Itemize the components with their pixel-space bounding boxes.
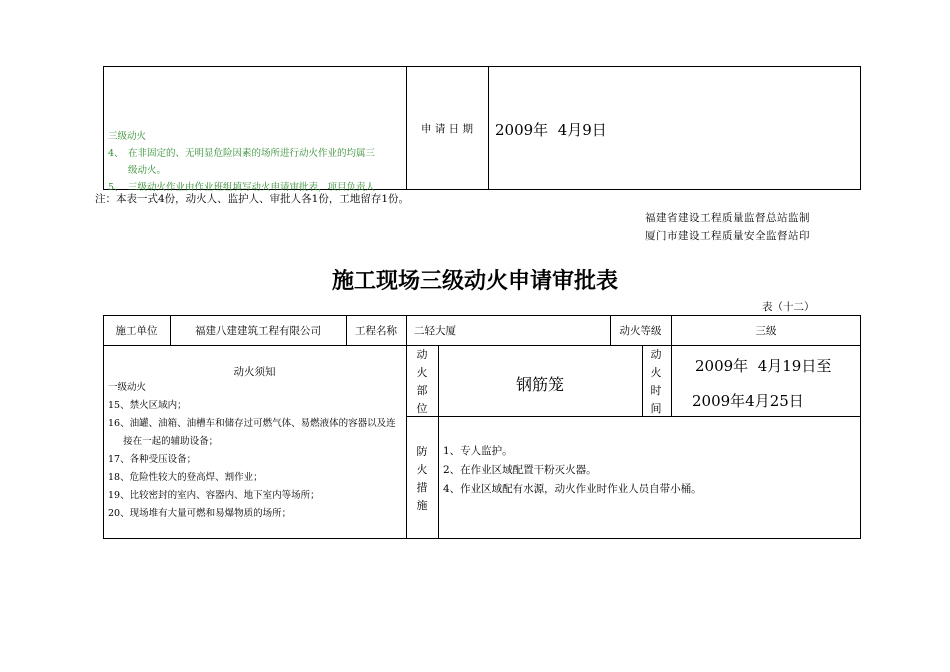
measures-list	[443, 442, 702, 499]
time-label-char: 间	[650, 402, 662, 415]
project-value: 二轻大厦	[414, 325, 456, 337]
form-title: 施工现场三级动火申请审批表	[331, 269, 618, 294]
time-value-line2: 2009年4月25日	[692, 392, 804, 410]
top-form-divider-2	[488, 66, 489, 190]
location-label-char: 位	[416, 402, 428, 415]
time-value-line1: 2009年 4月19日至	[695, 357, 832, 375]
notice-subtitle: 一级动火	[108, 382, 147, 393]
measure-item: 2、在作业区域配置干粉灭火器。	[443, 464, 597, 476]
location-label	[412, 346, 432, 418]
measures-label-char: 火	[416, 463, 428, 476]
notice-item: 接在一起的辅助设备；	[108, 436, 219, 447]
level-label: 动火等级	[619, 325, 662, 337]
row-line-1	[103, 345, 861, 346]
col-line-h3	[406, 315, 407, 345]
unit-label: 施工单位	[115, 325, 158, 337]
time-label-char: 火	[650, 366, 662, 379]
green-notes-item4-line1: 在非固定的、无明显危险因素的场所进行动火作业的均属三	[128, 148, 376, 159]
level-value: 三级	[755, 325, 777, 337]
measures-label-char: 施	[416, 499, 428, 512]
green-notes	[108, 128, 408, 192]
green-notes-item4	[108, 145, 408, 162]
green-notes-item5-text: 三级动火作业由作业班组填写动火申请审批表，项目负责人	[128, 182, 376, 192]
notice-title: 动火须知	[233, 366, 276, 378]
unit-value: 福建八建建筑工程有限公司	[195, 325, 321, 337]
time-label-char: 动	[650, 348, 662, 361]
measure-item: 4、作业区域配有水源，动火作业时作业人员自带小桶。	[443, 483, 702, 495]
time-label-char: 时	[650, 384, 662, 397]
green-notes-item4-cont: 级动火。	[128, 165, 167, 176]
notice-list	[108, 379, 404, 523]
green-notes-item4-num: 4、	[108, 148, 124, 159]
time-label	[646, 346, 666, 418]
col-line-b1	[406, 345, 407, 539]
footnote: 注：本表一式4份，动火人、监护人、审批人各1份，工地留存1份。	[95, 193, 410, 205]
col-line-b3	[642, 345, 643, 416]
green-notes-item5-num: 5、	[108, 182, 124, 192]
location-value: 钢筋笼	[515, 375, 564, 394]
measures-label	[412, 443, 432, 515]
location-label-char: 部	[416, 384, 428, 397]
row-line-2	[406, 416, 861, 417]
notice-item: 15、禁火区域内；	[108, 400, 187, 411]
col-line-b4	[671, 345, 672, 416]
measure-item: 1、专人监护。	[443, 445, 513, 457]
notice-item: 16、油罐、油箱、油槽车和储存过可燃气体、易燃液体的容器以及连	[108, 418, 396, 429]
apply-date-label: 申 请 日 期	[420, 123, 473, 135]
project-label: 工程名称	[355, 325, 397, 337]
measures-label-char: 防	[416, 445, 428, 458]
publisher-line2: 厦门市建设工程质量安全监督站印	[645, 230, 810, 242]
notice-item: 18、危险性较大的登高焊、割作业；	[108, 472, 263, 483]
notice-item: 19、比较密封的室内、容器内、地下室内等场所；	[108, 490, 320, 501]
apply-date-value: 2009年 4月9日	[495, 121, 607, 139]
table-number: 表（十二）	[762, 301, 815, 313]
green-notes-title: 三级动火	[108, 131, 147, 142]
location-label-char: 动	[416, 348, 428, 361]
location-label-char: 火	[416, 366, 428, 379]
measures-label-char: 措	[416, 481, 428, 494]
notice-item: 20、现场堆有大量可燃和易爆物质的场所；	[108, 508, 292, 519]
publisher-line1: 福建省建设工程质量监督总站监制	[645, 212, 810, 224]
notice-item: 17、各种受压设备；	[108, 454, 197, 465]
